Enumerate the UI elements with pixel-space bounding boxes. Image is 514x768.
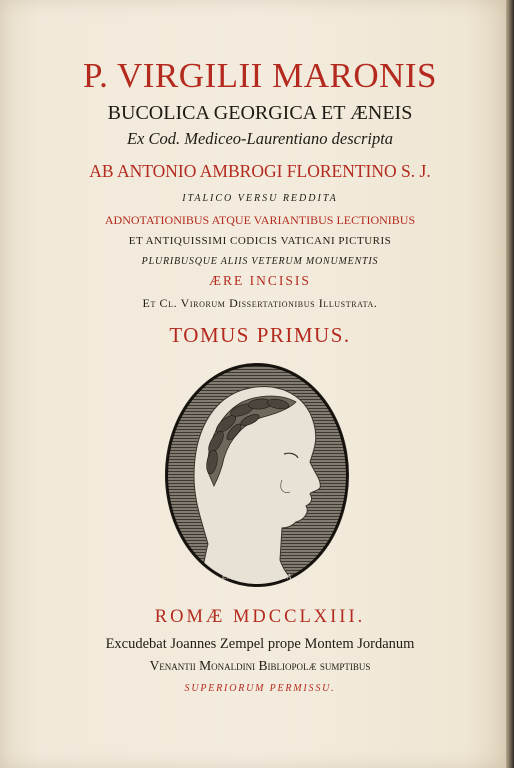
laureate-head-medallion <box>164 362 350 588</box>
bookseller-line: Venantii Monaldini Bibliopolæ sumptibus <box>149 658 371 673</box>
translator-line: AB ANTONIO AMBROGI FLORENTINO S. J. <box>89 161 431 181</box>
printer-line: Excudebat Joannes Zempel prope Montem Jordanum <box>105 636 415 652</box>
medallion-caption: EX ANTIQ. GEMMA <box>221 573 293 581</box>
works-line: BUCOLICA GEORGICA ET ÆNEIS <box>107 102 413 124</box>
permission-line: SUPERIORUM PERMISSU. <box>184 683 336 694</box>
monuments-line: PLURIBUSQUE ALIIS VETERUM MONUMENTIS <box>141 256 379 267</box>
page-edge <box>506 0 514 768</box>
place-date-line: ROMÆ MDCCLXIII. <box>154 607 366 627</box>
annotations-line: ADNOTATIONIBUS ATQUE VARIANTIBUS LECTIONIBUS <box>104 213 416 227</box>
engraved-line: ÆRE INCISIS <box>209 273 311 288</box>
author-heading: P. VIRGILII MARONIS <box>82 56 437 95</box>
pictures-line: ET ANTIQUISSIMI CODICIS VATICANI PICTURIS <box>128 235 392 247</box>
translation-note: ITALICO VERSU REDDITA <box>182 193 338 204</box>
source-line: Ex Cod. Mediceo-Laurentiano descripta <box>126 129 394 148</box>
volume-heading: TOMUS PRIMUS. <box>169 323 351 347</box>
dissertations-line: Et Cl. Virorum Dissertationibus Illustrata. <box>142 296 378 310</box>
